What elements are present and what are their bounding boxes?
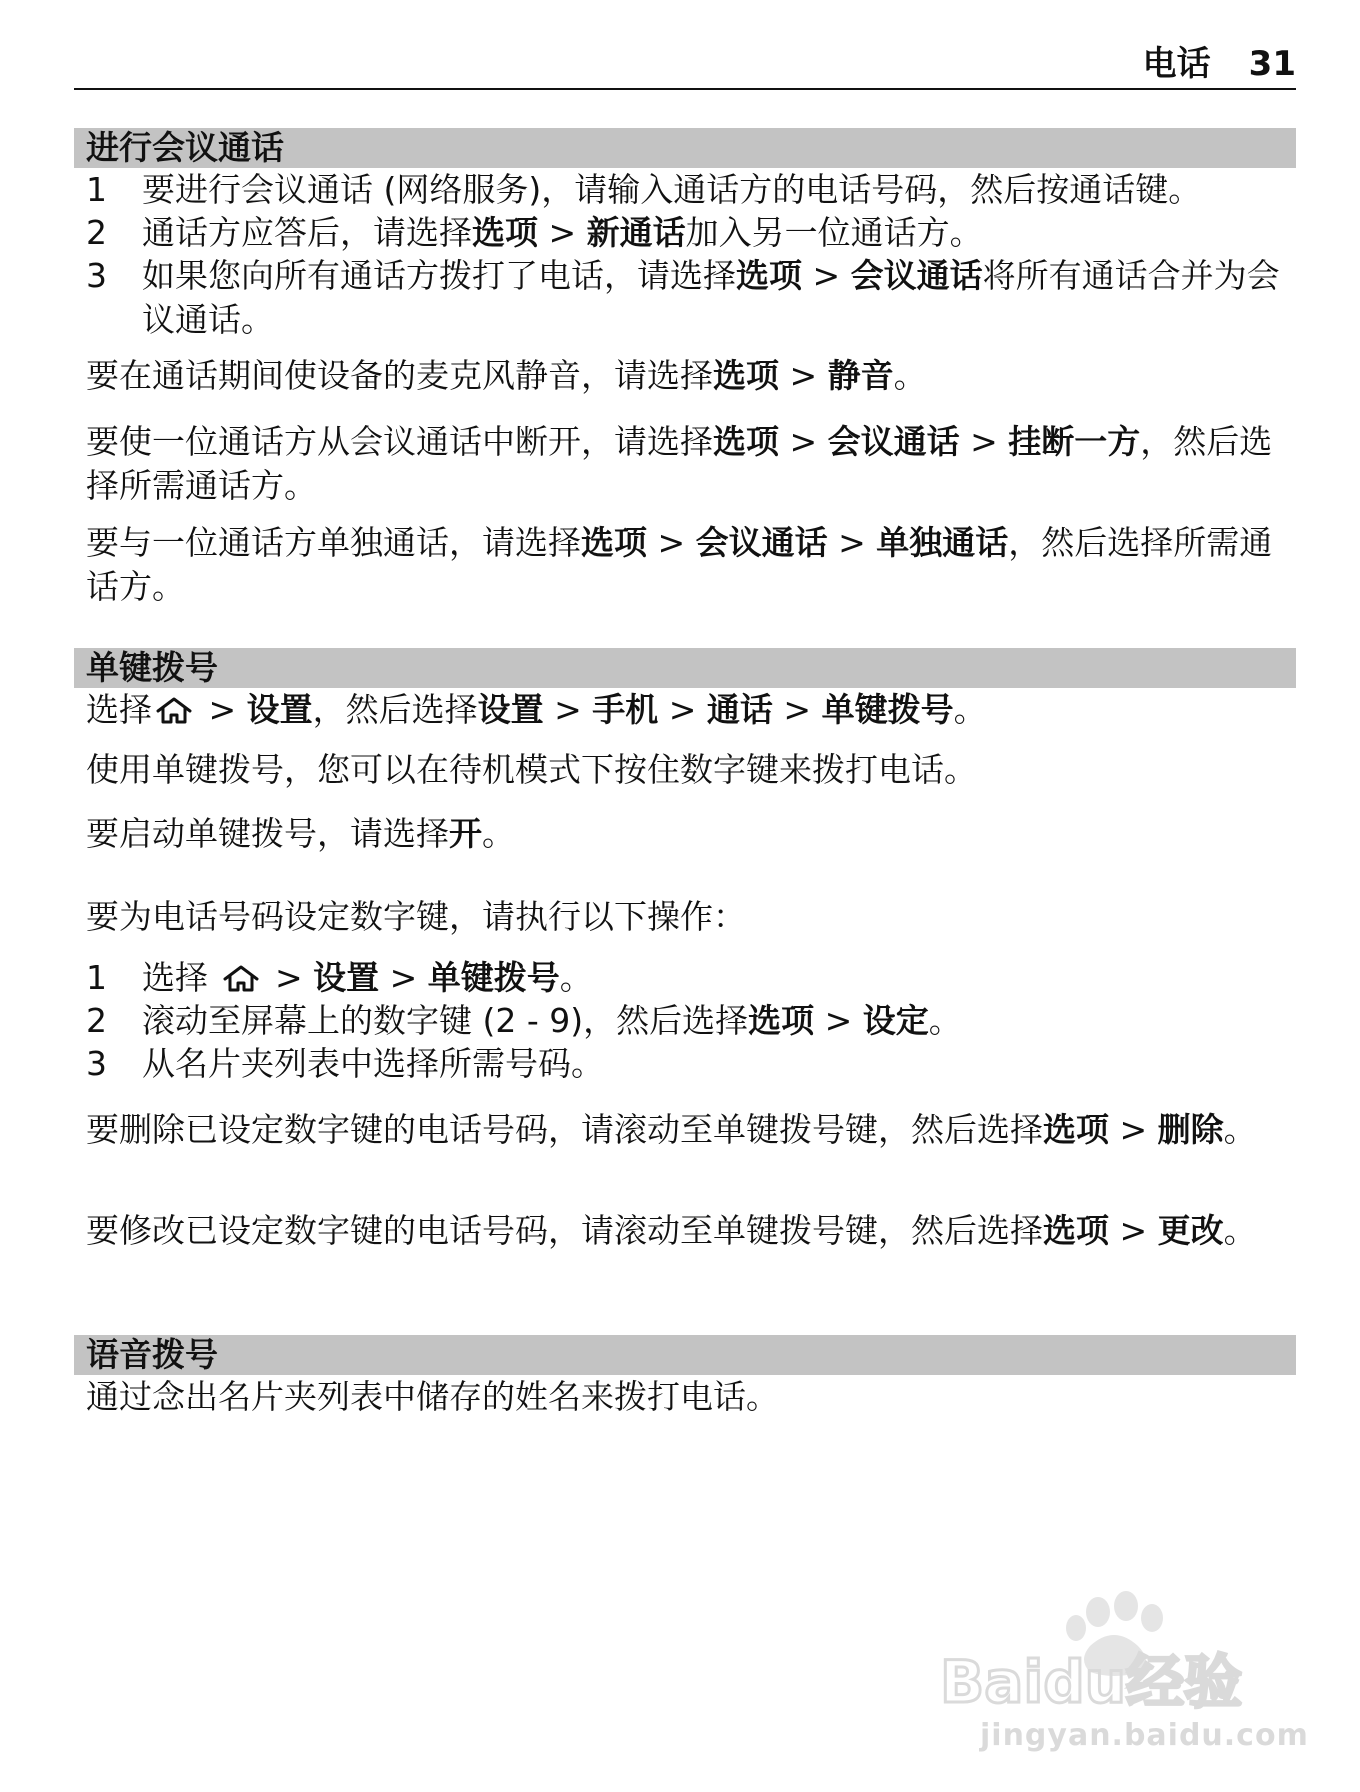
list-number: 3 xyxy=(86,256,107,295)
paragraph-assign-intro: 要为电话号码设定数字键，请执行以下操作： xyxy=(86,897,746,936)
menu-new-call: 新通话 xyxy=(586,213,686,252)
svg-text:Baidu经验: Baidu经验 xyxy=(940,1648,1243,1710)
list-text: 从名片夹列表中选择所需号码。 xyxy=(142,1044,604,1083)
header-section-name: 电话 xyxy=(1142,44,1211,84)
paragraph-voice-dial-desc: 通过念出名片夹列表中储存的姓名来拨打电话。 xyxy=(86,1377,779,1416)
section-title-speed-dial: 单键拨号 xyxy=(74,648,1296,688)
paragraph-delete: 要删除已设定数字键的电话号码，请滚动至单键拨号键，然后选择选项 > 删除。 xyxy=(86,1110,1257,1149)
home-icon xyxy=(221,963,261,993)
list-number: 2 xyxy=(86,1001,107,1040)
list-text: 通话方应答后，请选择选项 > 新通话加入另一位通话方。 xyxy=(142,213,983,252)
home-icon xyxy=(154,695,194,725)
baidu-paw-logo xyxy=(940,1590,1280,1710)
page-number: 31 xyxy=(1248,44,1296,84)
section-title-conference: 进行会议通话 xyxy=(74,128,1296,168)
page-header xyxy=(74,44,1296,90)
paragraph-speed-dial-path: 选择 > 设置，然后选择设置 > 手机 > 通话 > 单键拨号。 xyxy=(86,690,987,729)
watermark xyxy=(940,1590,1309,1770)
watermark-url: jingyan.baidu.com xyxy=(980,1718,1309,1753)
list-number: 2 xyxy=(86,213,107,252)
menu-conference: 会议通话 xyxy=(850,256,983,295)
menu-option: 选项 xyxy=(736,256,802,295)
list-text: 要进行会议通话 (网络服务)，请输入通话方的电话号码，然后按通话键。 xyxy=(142,170,1202,209)
list-text: 如果您向所有通话方拨打了电话，请选择选项 > 会议通话将所有通话合并为会议通话。 xyxy=(142,256,1280,339)
list-text: 选择 > 设置 > 单键拨号。 xyxy=(142,958,593,997)
paragraph-mute: 要在通话期间使设备的麦克风静音，请选择选项 > 静音。 xyxy=(86,356,927,395)
section-title-voice-dial: 语音拨号 xyxy=(74,1335,1296,1375)
paragraph-drop-participant: 要使一位通话方从会议通话中断开，请选择选项 > 会议通话 > 挂断一方，然后选择所需通话方。 xyxy=(86,422,1273,505)
list-number: 1 xyxy=(86,958,107,997)
menu-option: 选项 xyxy=(472,213,538,252)
paragraph-activate: 要启动单键拨号，请选择开。 xyxy=(86,814,515,853)
paragraph-private-call: 要与一位通话方单独通话，请选择选项 > 会议通话 > 单独通话，然后选择所需通话方。 xyxy=(86,523,1273,606)
paragraph-change: 要修改已设定数字键的电话号码，请滚动至单键拨号键，然后选择选项 > 更改。 xyxy=(86,1211,1257,1250)
paragraph-speed-dial-desc: 使用单键拨号，您可以在待机模式下按住数字键来拨打电话。 xyxy=(86,750,977,789)
list-number: 1 xyxy=(86,170,107,209)
list-text: 滚动至屏幕上的数字键 (2 - 9)，然后选择选项 > 设定。 xyxy=(142,1001,962,1040)
list-number: 3 xyxy=(86,1044,107,1083)
